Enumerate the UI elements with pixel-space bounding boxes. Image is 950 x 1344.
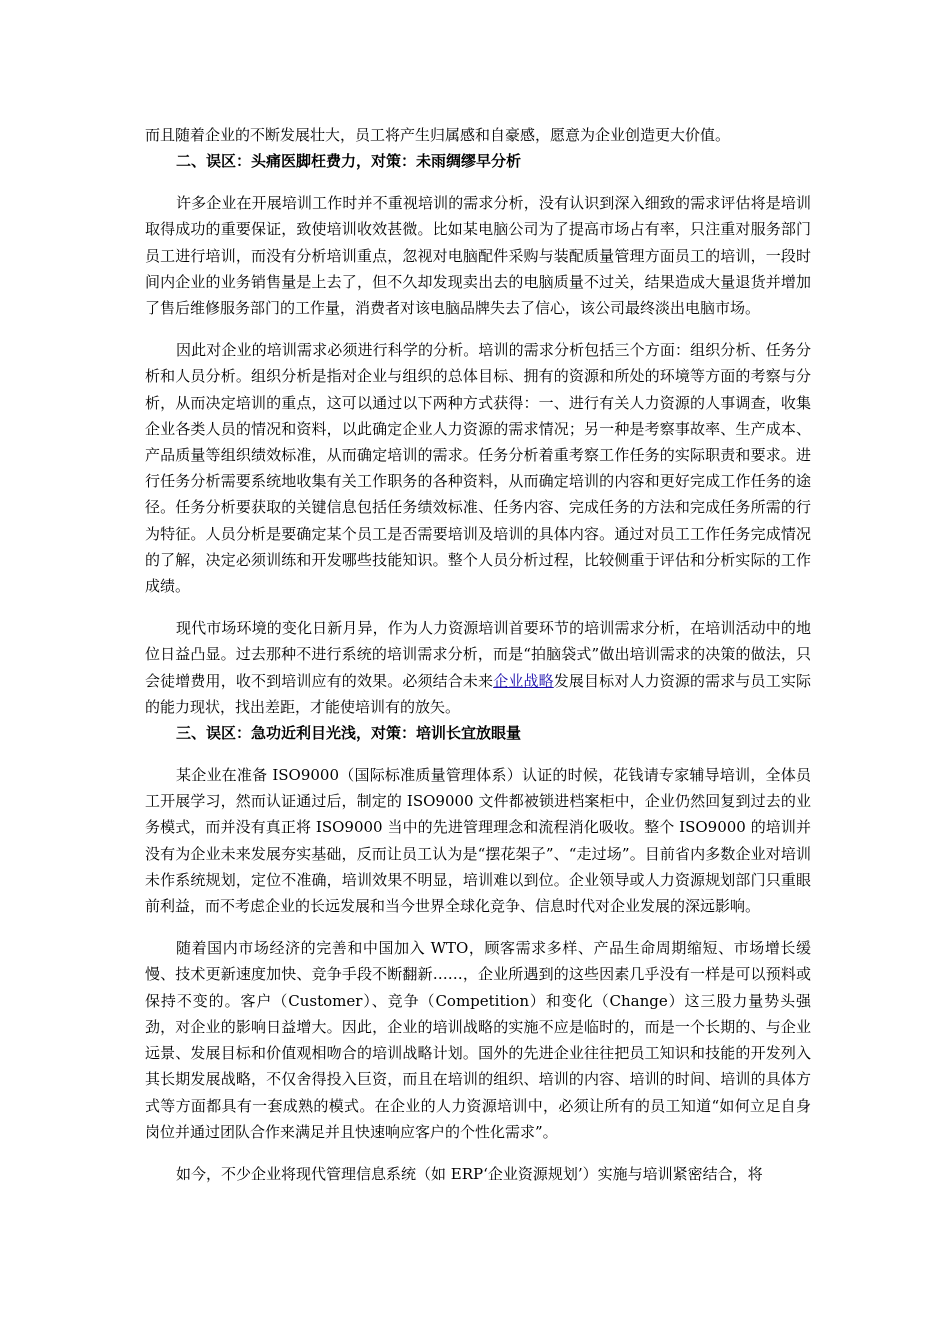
paragraph-wto-competition: 随着国内市场经济的完善和中国加入 WTO，顾客需求多样、产品生命周期缩短、市场增长缓慢、技术更新速度加快、竞争手段不断翻新……，企业所遇到的这些因素几乎没有一样是可以预料或保持不变的。客户（Customer）、竞争（Competition）和变化（Change）这三股力量势头强劲，对企业的影响日益增大。因此，企业的培训战略的实施不应是临时的，而是一个长期的、与企业远景、发展目标和价值观相吻合的培训战略计划。国外的先进企业往往把员工知识和技能的开发列入其长期发展战略，不仅舍得投入巨资，而且在培训的组织、培训的内容、培训的时间、培训的具体方式等方面都具有一套成熟的模式。在企业的人力资源培训中，必须让所有的员工知道“如何立足自身岗位并通过团队合作来满足并且快速响应客户的个性化需求”。: [145, 939, 811, 1141]
paragraph-market-environment-text-a: 现代市场环境的变化日新月异，作为人力资源培训首要环节的培训需求分析，在培训活动中的地位日益凸显。过去那种不进行系统的培训需求分析，而是“拍脑袋式”做出培训需求的决策的做法，只会徒增费用，收不到培训应有的效果。必须结合未来: [145, 619, 811, 690]
enterprise-strategy-link[interactable]: 企业战略: [493, 671, 554, 690]
document-page: [145, 122, 811, 1187]
paragraph-erp-training: 如今，不少企业将现代管理信息系统（如 ERP‘企业资源规划’）实施与培训紧密结合，将: [176, 1164, 763, 1183]
paragraph-market-environment-text-b: 发展目标对人力资源的需求与员工实际的能力现状，找出差距，才能使培训有的放矢。: [145, 671, 811, 716]
paragraph-needs-analysis-example: 许多企业在开展培训工作时并不重视培训的需求分析，没有认识到深入细致的需求评估将是培训取得成功的重要保证，致使培训收效甚微。比如某电脑公司为了提高市场占有率，只注重对服务部门员工进行培训，而没有分析培训重点，忽视对电脑配件采购与装配质量管理方面员工的培训，一段时间内企业的业务销售量是上去了，但不久却发现卖出去的电脑质量不过关，结果造成大量退货并增加了售后维修服务部门的工作量，消费者对该电脑品牌失去了信心，该公司最终淡出电脑市场。: [145, 194, 811, 318]
paragraph-intro-tail: 而且随着企业的不断发展壮大，员工将产生归属感和自豪感，愿意为企业创造更大价值。: [145, 126, 731, 144]
paragraph-market-environment: [145, 615, 811, 720]
section-heading-3: 三、误区：急功近利目光浅，对策：培训长宜放眼量: [176, 724, 522, 743]
paragraph-needs-analysis-method: 因此对企业的培训需求必须进行科学的分析。培训的需求分析包括三个方面：组织分析、任务分析和人员分析。组织分析是指对企业与组织的总体目标、拥有的资源和所处的环境等方面的考察与分析，从而决定培训的重点，这可以通过以下两种方式获得：一、进行有关人力资源的人事调查，收集企业各类人员的情况和资料，以此确定企业人力资源的需求情况；另一种是考察事故率、生产成本、产品质量等组织绩效标准，从而确定培训的需求。任务分析着重考察工作任务的实际职责和要求。进行任务分析需要系统地收集有关工作职务的各种资料，从而确定培训的内容和更好完成工作任务的途径。任务分析要获取的关键信息包括任务绩效标准、任务内容、完成任务的方法和完成任务所需的行为特征。人员分析是要确定某个员工是否需要培训及培训的具体内容。通过对员工工作任务完成情况的了解，决定必须训练和开发哪些技能知识。整个人员分析过程，比较侧重于评估和分析实际的工作成绩。: [145, 341, 811, 596]
paragraph-iso9000-example: 某企业在准备 ISO9000（国际标准质量管理体系）认证的时候，花钱请专家辅导培训，全体员工开展学习，然而认证通过后，制定的 ISO9000 文件都被锁进档案柜中，企业仍然回复到过去的业务模式，而并没有真正将 ISO9000 当中的先进管理理念和流程消化吸收。整个 ISO9000 的培训并没有为企业未来发展夯实基础，反而让员工认为是“摆花架子”、“走过场”。目前省内多数企业对培训未作系统规划，定位不准确，培训效果不明显，培训难以到位。企业领导或人力资源规划部门只重眼前利益，而不考虑企业的长远发展和当今世界全球化竞争、信息时代对企业发展的深远影响。: [145, 766, 811, 916]
section-heading-2: 二、误区：头痛医脚枉费力，对策：未雨绸缪早分析: [176, 152, 522, 171]
